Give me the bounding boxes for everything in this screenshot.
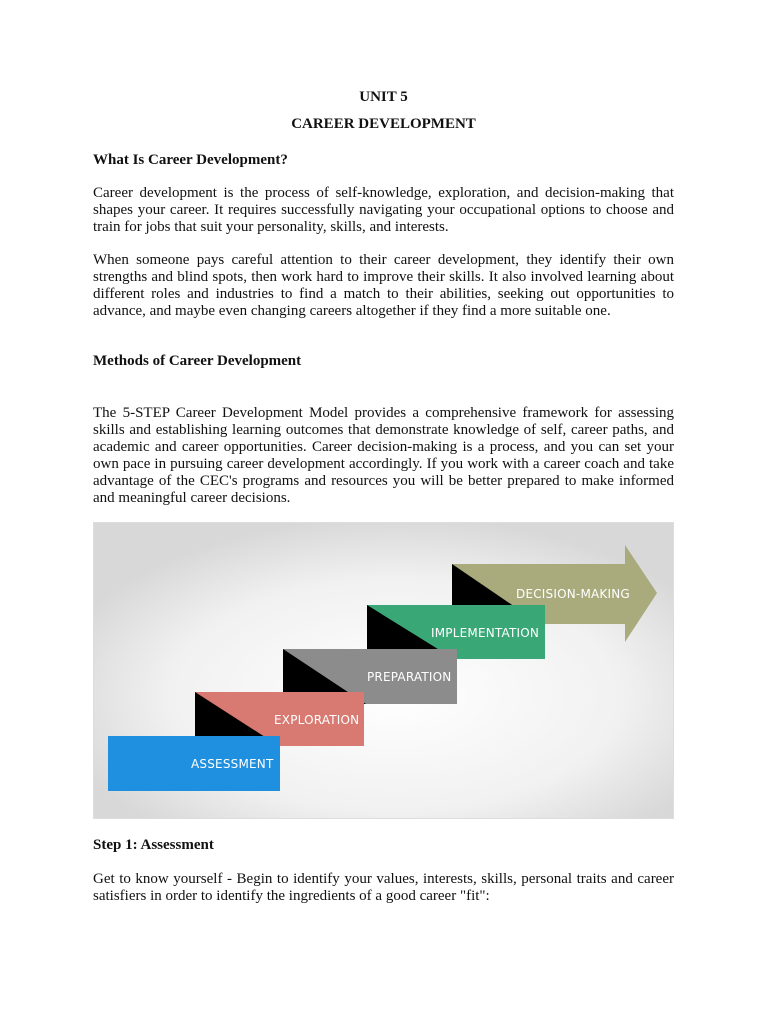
- paragraph-attention: When someone pays careful attention to their career development, they identify their own strengths and blind spots, then work hard to improve their skills. It also involved learning about different roles and industries to find a match to their abilities, seeking out opportunities to advance, and maybe even changing careers altogether if they find a more suitable one.: [93, 252, 674, 319]
- step-exploration-label: EXPLORATION: [274, 713, 360, 727]
- paragraph-definition: Career development is the process of self-knowledge, exploration, and decision-making that shapes your career. It requires successfully navigating your occupational options to choose and train for jobs that suit your personality, skills, and interests.: [93, 185, 674, 235]
- step-assessment-label: ASSESSMENT: [191, 757, 274, 771]
- step-implementation-label: IMPLEMENTATION: [431, 626, 540, 640]
- section-heading-what-is: What Is Career Development?: [93, 152, 288, 168]
- section-heading-methods: Methods of Career Development: [93, 353, 302, 369]
- career-steps-graphic: [94, 523, 674, 819]
- unit-title: UNIT 5: [359, 89, 408, 105]
- section-heading-step1: Step 1: Assessment: [93, 837, 214, 853]
- paragraph-five-step-model: The 5-STEP Career Development Model provides a comprehensive framework for assessing skills and establishing learning outcomes that demonstrate knowledge of self, career paths, and academic and career opportunities. Career decision-making is a process, and you can set your own pace in pursuing career development accordingly. If you work with a career coach and take advantage of the CEC's programs and resources you will be better prepared to make informed and meaningful career decisions.: [93, 405, 674, 506]
- paragraph-step1-assessment: Get to know yourself - Begin to identify your values, interests, skills, personal traits and career satisfiers in order to identify the ingredients of a good career "fit":: [93, 871, 674, 904]
- main-title: CAREER DEVELOPMENT: [291, 116, 476, 132]
- career-steps-diagram: [93, 522, 674, 819]
- step-preparation-label: PREPARATION: [367, 670, 452, 684]
- step-decision-making-label: DECISION-MAKING: [516, 587, 630, 601]
